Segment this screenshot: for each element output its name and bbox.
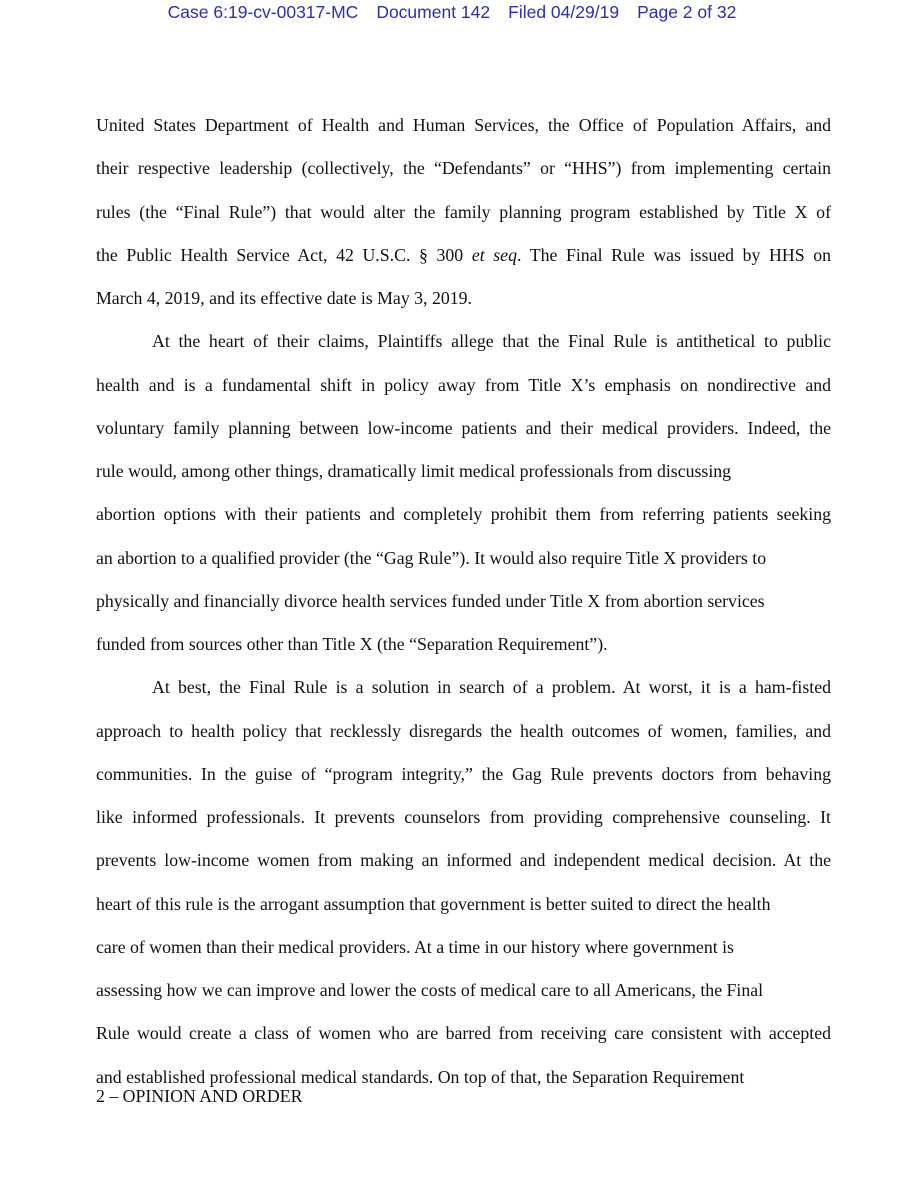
text-segment: . The Final Rule was issued by HHS on: [516, 244, 832, 265]
text-line: United States Department of Health and Human Services, the Office of Population Affairs, and: [96, 115, 831, 135]
text-line-with-citation: [96, 234, 831, 277]
case-number: Case 6:19-cv-00317-MC: [167, 2, 359, 22]
text-line: assessing how we can improve and lower the costs of medical care to all Americans, the Final: [96, 980, 764, 1000]
text-line: physically and financially divorce health services funded under Title X from abortion services: [96, 590, 765, 611]
text-line: funded from sources other than Title X (the “Separation Requirement”).: [96, 634, 608, 654]
text-line: At the heart of their claims, Plaintiffs allege that the Final Rule is antithetical to public: [152, 331, 831, 352]
filed-date: Filed 04/29/19: [508, 2, 620, 22]
text-line: health and is a fundamental shift in policy away from Title X’s emphasis on nondirective and: [96, 374, 831, 395]
page-footer: 2 – OPINION AND ORDER: [96, 1086, 303, 1106]
text-line: voluntary family planning between low-income patients and their medical providers. Indeed, the: [96, 417, 831, 438]
text-line: communities. In the guise of “program integrity,” the Gag Rule prevents doctors from behaving: [96, 763, 831, 784]
text-line: rules (the “Final Rule”) that would alter the family planning program established by Title X of: [96, 201, 831, 222]
text-line: an abortion to a qualified provider (the “Gag Rule”). It would also require Title X providers to: [96, 547, 767, 568]
text-line: prevents low-income women from making an informed and independent medical decision. At the: [96, 850, 831, 871]
page-count: Page 2 of 32: [637, 2, 737, 22]
text-segment: the Public Health Service Act, 42 U.S.C. § 300: [96, 244, 464, 265]
text-line: abortion options with their patients and completely prohibit them from referring patients seeking: [96, 504, 831, 525]
text-line: rule would, among other things, dramatically limit medical professionals from discussing: [96, 461, 732, 481]
text-line: like informed professionals. It prevents counselors from providing comprehensive counseling. It: [96, 807, 831, 827]
text-line: their respective leadership (collectively, the “Defendants” or “HHS”) from implementing certain: [96, 158, 831, 179]
text-line: At best, the Final Rule is a solution in search of a problem. At worst, it is a ham-fisted: [152, 677, 831, 698]
text-line: Rule would create a class of women who are barred from receiving care consistent with accepted: [96, 1023, 831, 1044]
text-line: March 4, 2019, and its effective date is May 3, 2019.: [96, 288, 472, 308]
opinion-body: [96, 104, 831, 1099]
citation-italic: et seq: [471, 244, 517, 265]
text-line: approach to health policy that recklessly disregards the health outcomes of women, families, and: [96, 720, 831, 741]
case-header: [0, 2, 904, 23]
document-number: Document 142: [376, 2, 491, 22]
text-line: heart of this rule is the arrogant assumption that government is better suited to direct the health: [96, 893, 771, 914]
text-line: care of women than their medical providers. At a time in our history where government is: [96, 936, 734, 957]
text-line: and established professional medical standards. On top of that, the Separation Requirement: [96, 1066, 745, 1087]
